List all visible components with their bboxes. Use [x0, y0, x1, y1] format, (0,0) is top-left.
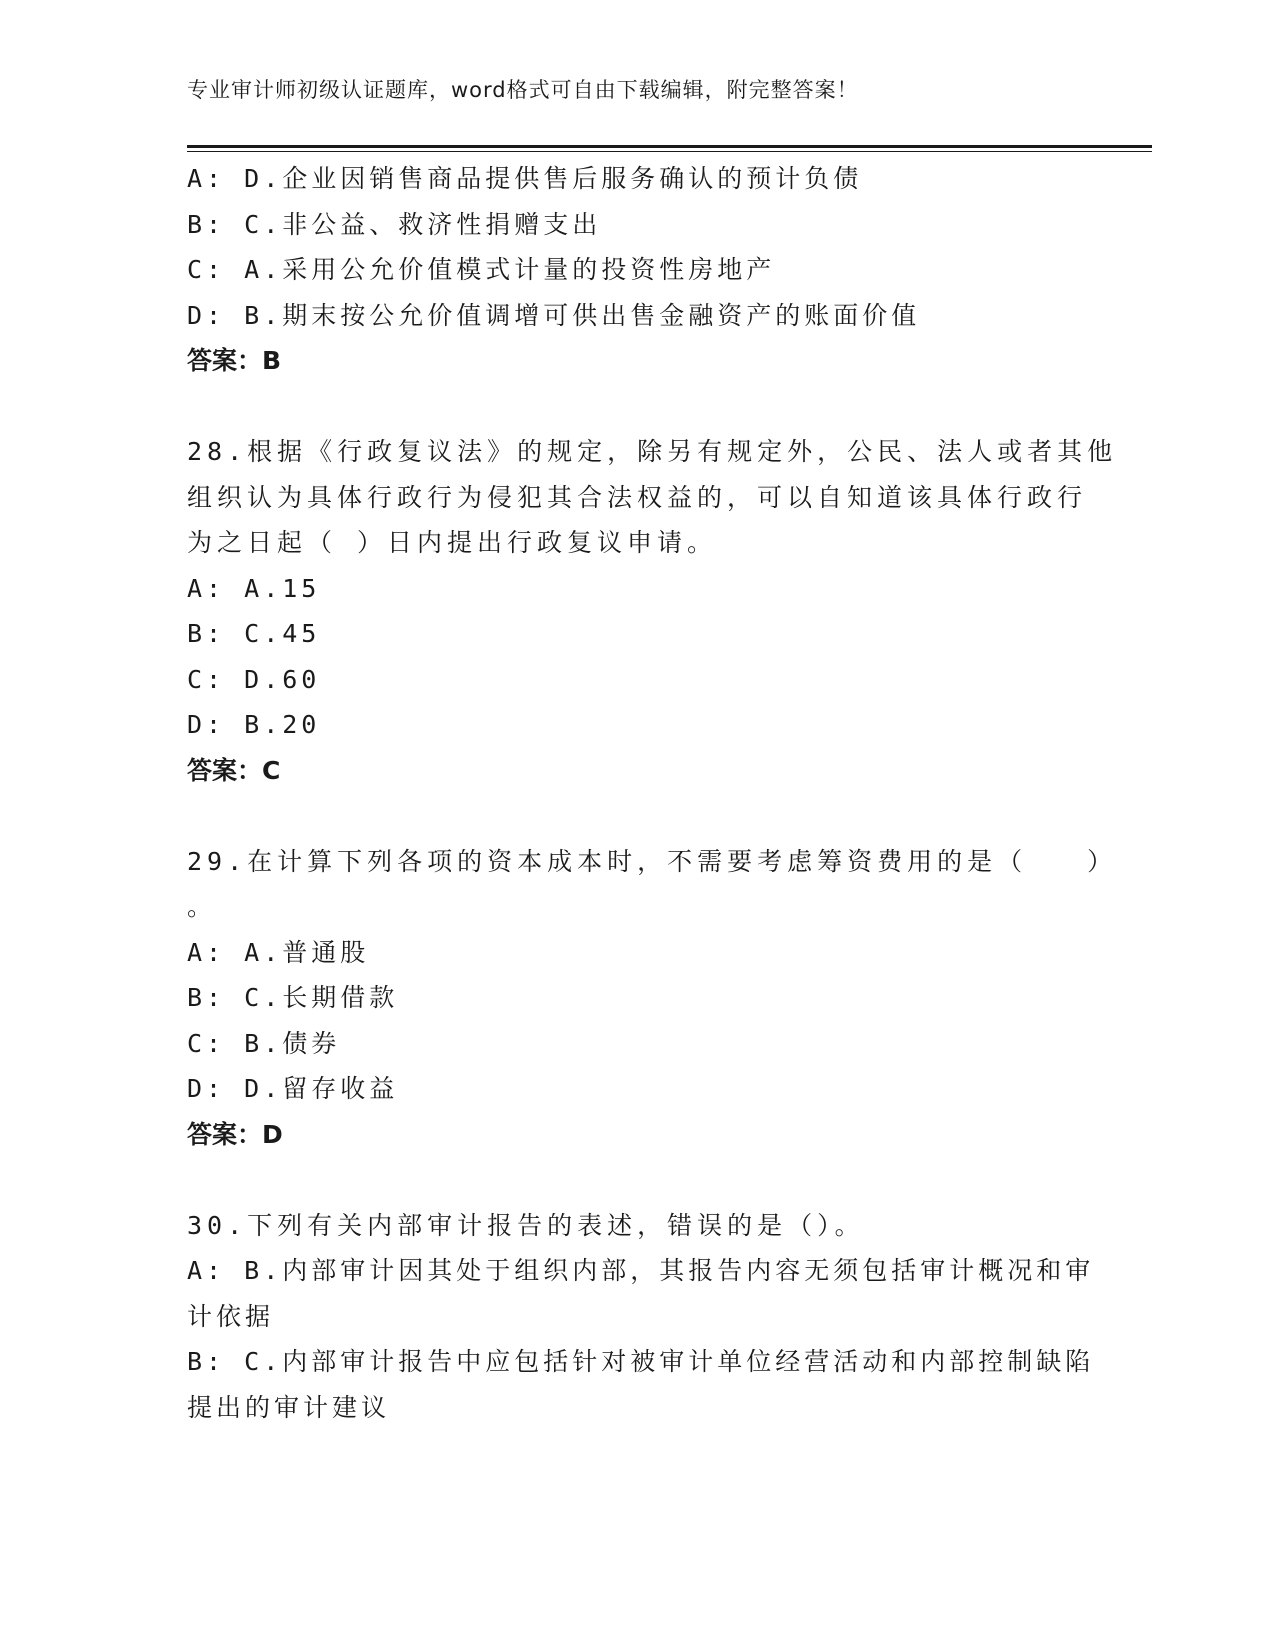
- option-a: A: D.企业因销售商品提供售后服务确认的预计负债: [187, 164, 863, 193]
- question-30: [187, 1203, 1095, 1431]
- page-header: 专业审计师初级认证题库，word格式可自由下载编辑，附完整答案！: [187, 78, 859, 102]
- option-c: C: A.采用公允价值模式计量的投资性房地产: [187, 255, 776, 284]
- header-rule-thin: [187, 151, 1152, 152]
- option-a-continued: 计依据: [187, 1301, 275, 1331]
- question-stem-line: 。: [187, 892, 218, 921]
- question-stem-line: 30.下列有关内部审计报告的表述，错误的是（）。: [187, 1210, 865, 1240]
- question-27-tail: [187, 156, 1087, 384]
- option-a: A: A.普通股: [187, 937, 370, 967]
- question-29: [187, 839, 1118, 1158]
- option-b: B: C.内部审计报告中应包括针对被审计单位经营活动和内部控制缺陷: [187, 1347, 1095, 1376]
- answer: 答案：B: [187, 346, 282, 375]
- option-b-continued: 提出的审计建议: [187, 1392, 391, 1422]
- option-c: C: B.债券: [187, 1028, 341, 1058]
- option-c: C: D.60: [187, 664, 321, 694]
- option-d: D: B.期末按公允价值调增可供出售金融资产的账面价值: [187, 300, 921, 330]
- option-a: A: B.内部审计因其处于组织内部，其报告内容无须包括审计概况和审: [187, 1256, 1095, 1285]
- option-b: B: C.长期借款: [187, 983, 399, 1012]
- option-a: A: A.15: [187, 573, 321, 603]
- option-b: B: C.45: [187, 619, 321, 648]
- option-d: D: D.留存收益: [187, 1074, 399, 1103]
- answer: 答案：C: [187, 755, 281, 785]
- question-stem-line: 28.根据《行政复议法》的规定，除另有规定外，公民、法人或者其他: [187, 437, 1118, 466]
- option-b: B: C.非公益、救济性捐赠支出: [187, 209, 602, 239]
- question-stem-line: 组织认为具体行政行为侵犯其合法权益的，可以自知道该具体行政行: [187, 482, 1088, 512]
- question-stem-line: 29.在计算下列各项的资本成本时，不需要考虑筹资费用的是（ ）: [187, 846, 1118, 876]
- question-stem-line: 为之日起（ ）日内提出行政复议申请。: [187, 528, 718, 557]
- question-28: [187, 429, 1118, 793]
- document-body: [187, 156, 1118, 1430]
- header-rule-thick: [187, 145, 1152, 148]
- option-d: D: B.20: [187, 710, 321, 739]
- answer: 答案：D: [187, 1119, 283, 1149]
